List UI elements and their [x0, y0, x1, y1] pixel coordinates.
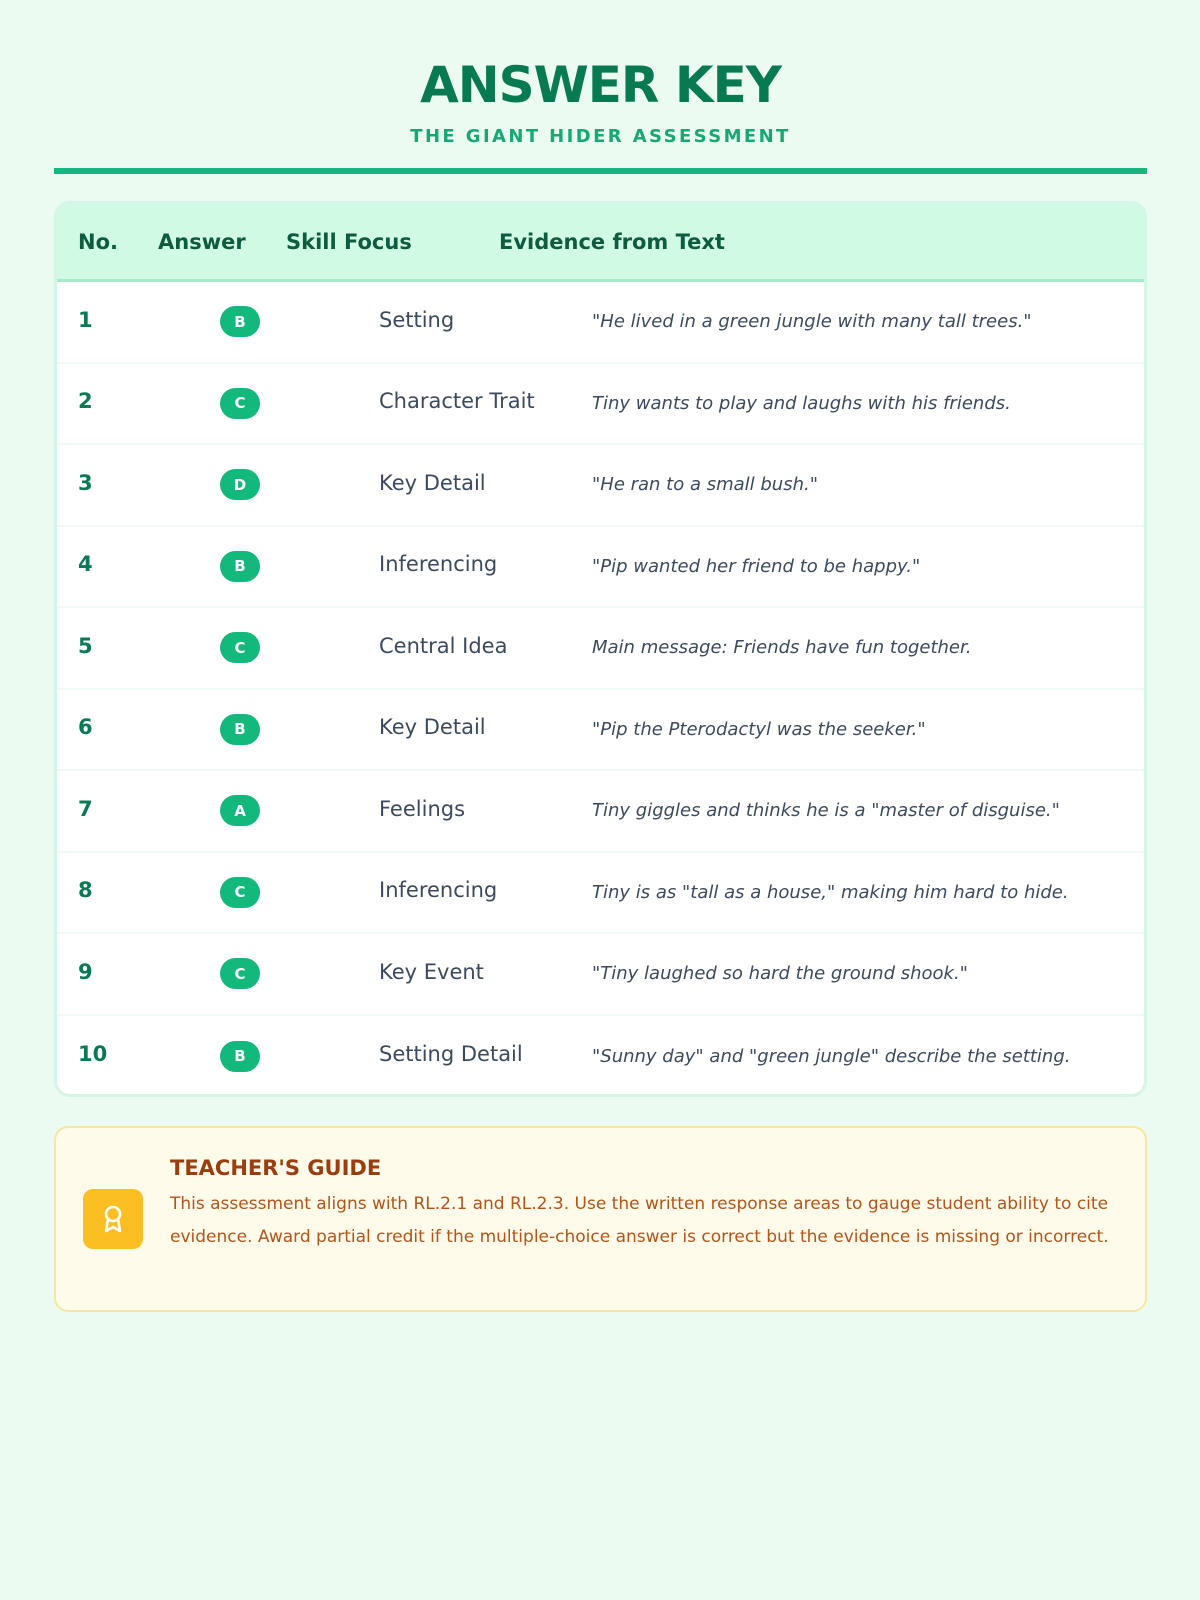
table-row — [57, 853, 1144, 935]
award-ribbon-icon — [83, 1189, 143, 1249]
guide-body: This assessment aligns with RL.2.1 and RL.2.3. Use the written response areas to gauge student ability to cite evidence. Award partial credit if the multiple-choice answer is correct but the evidence is missing or incorrect. — [170, 1194, 1109, 1247]
column-header-answer: Answer — [158, 229, 246, 254]
evidence-text: "Pip the Pterodactyl was the seeker." — [592, 718, 926, 740]
skill-focus: Feelings — [379, 796, 466, 821]
table-row — [57, 527, 1144, 609]
table-row — [57, 282, 1144, 364]
question-number: 1 — [78, 307, 93, 332]
table-row — [57, 1016, 1144, 1098]
table-row — [57, 771, 1144, 853]
skill-focus: Central Idea — [379, 633, 508, 658]
page-title: ANSWER KEY — [420, 56, 781, 114]
skill-focus: Inferencing — [379, 552, 498, 577]
answer-badge: B — [220, 306, 260, 337]
answer-cell — [158, 958, 379, 989]
question-number: 3 — [78, 470, 93, 495]
answer-key-page — [54, 0, 1147, 1247]
answer-badge: A — [220, 795, 260, 826]
table-row — [57, 364, 1144, 446]
page-subtitle: THE GIANT HIDER ASSESSMENT — [410, 126, 791, 147]
skill-focus: Key Detail — [379, 470, 486, 495]
answer-badge: D — [220, 469, 260, 500]
answer-cell — [158, 551, 379, 582]
column-header-skill: Skill Focus — [286, 229, 412, 254]
column-header-evidence: Evidence from Text — [499, 229, 725, 254]
question-number: 9 — [78, 959, 93, 984]
answer-table — [54, 201, 1147, 1097]
evidence-text: "He ran to a small bush." — [592, 474, 819, 496]
answer-badge: B — [220, 714, 260, 745]
answer-badge: B — [220, 1041, 260, 1072]
table-row — [57, 690, 1144, 772]
skill-focus: Key Detail — [379, 715, 486, 740]
skill-focus: Key Event — [379, 959, 484, 984]
question-number: 7 — [78, 796, 93, 821]
table-row — [57, 934, 1144, 1016]
answer-badge: B — [220, 551, 260, 582]
teachers-guide-callout — [54, 1126, 1147, 1312]
table-header — [57, 204, 1144, 282]
answer-cell — [158, 795, 379, 826]
answer-badge: C — [220, 632, 260, 663]
evidence-text: Main message: Friends have fun together. — [592, 637, 972, 659]
evidence-text: Tiny is as "tall as a house," making him hard to hide. — [592, 881, 1069, 903]
skill-focus: Setting — [379, 307, 455, 332]
question-number: 5 — [78, 633, 93, 658]
answer-cell — [158, 306, 379, 337]
question-number: 6 — [78, 715, 93, 740]
answer-badge: C — [220, 388, 260, 419]
skill-focus: Character Trait — [379, 389, 535, 414]
evidence-text: "Sunny day" and "green jungle" describe the setting. — [592, 1045, 1071, 1067]
question-number: 4 — [78, 552, 93, 577]
answer-badge: C — [220, 877, 260, 908]
question-number: 10 — [78, 1042, 108, 1067]
answer-cell — [158, 388, 379, 419]
answer-cell — [158, 877, 379, 908]
table-body — [57, 282, 1144, 1097]
question-number: 2 — [78, 389, 93, 414]
skill-focus: Setting Detail — [379, 1042, 523, 1067]
evidence-text: "Tiny laughed so hard the ground shook." — [592, 963, 968, 985]
answer-cell — [158, 632, 379, 663]
answer-cell — [158, 469, 379, 500]
table-row — [57, 445, 1144, 527]
answer-cell — [158, 1041, 379, 1072]
answer-badge: C — [220, 958, 260, 989]
guide-title: TEACHER'S GUIDE — [170, 1156, 382, 1180]
skill-focus: Inferencing — [379, 878, 498, 903]
evidence-text: Tiny wants to play and laughs with his friends. — [592, 392, 1011, 414]
evidence-text: "Pip wanted her friend to be happy." — [592, 555, 921, 577]
answer-cell — [158, 714, 379, 745]
question-number: 8 — [78, 878, 93, 903]
column-header-no: No. — [78, 229, 118, 254]
table-row — [57, 608, 1144, 690]
evidence-text: Tiny giggles and thinks he is a "master of disguise." — [592, 800, 1060, 822]
page-header — [54, 0, 1147, 174]
evidence-text: "He lived in a green jungle with many tall trees." — [592, 311, 1032, 333]
